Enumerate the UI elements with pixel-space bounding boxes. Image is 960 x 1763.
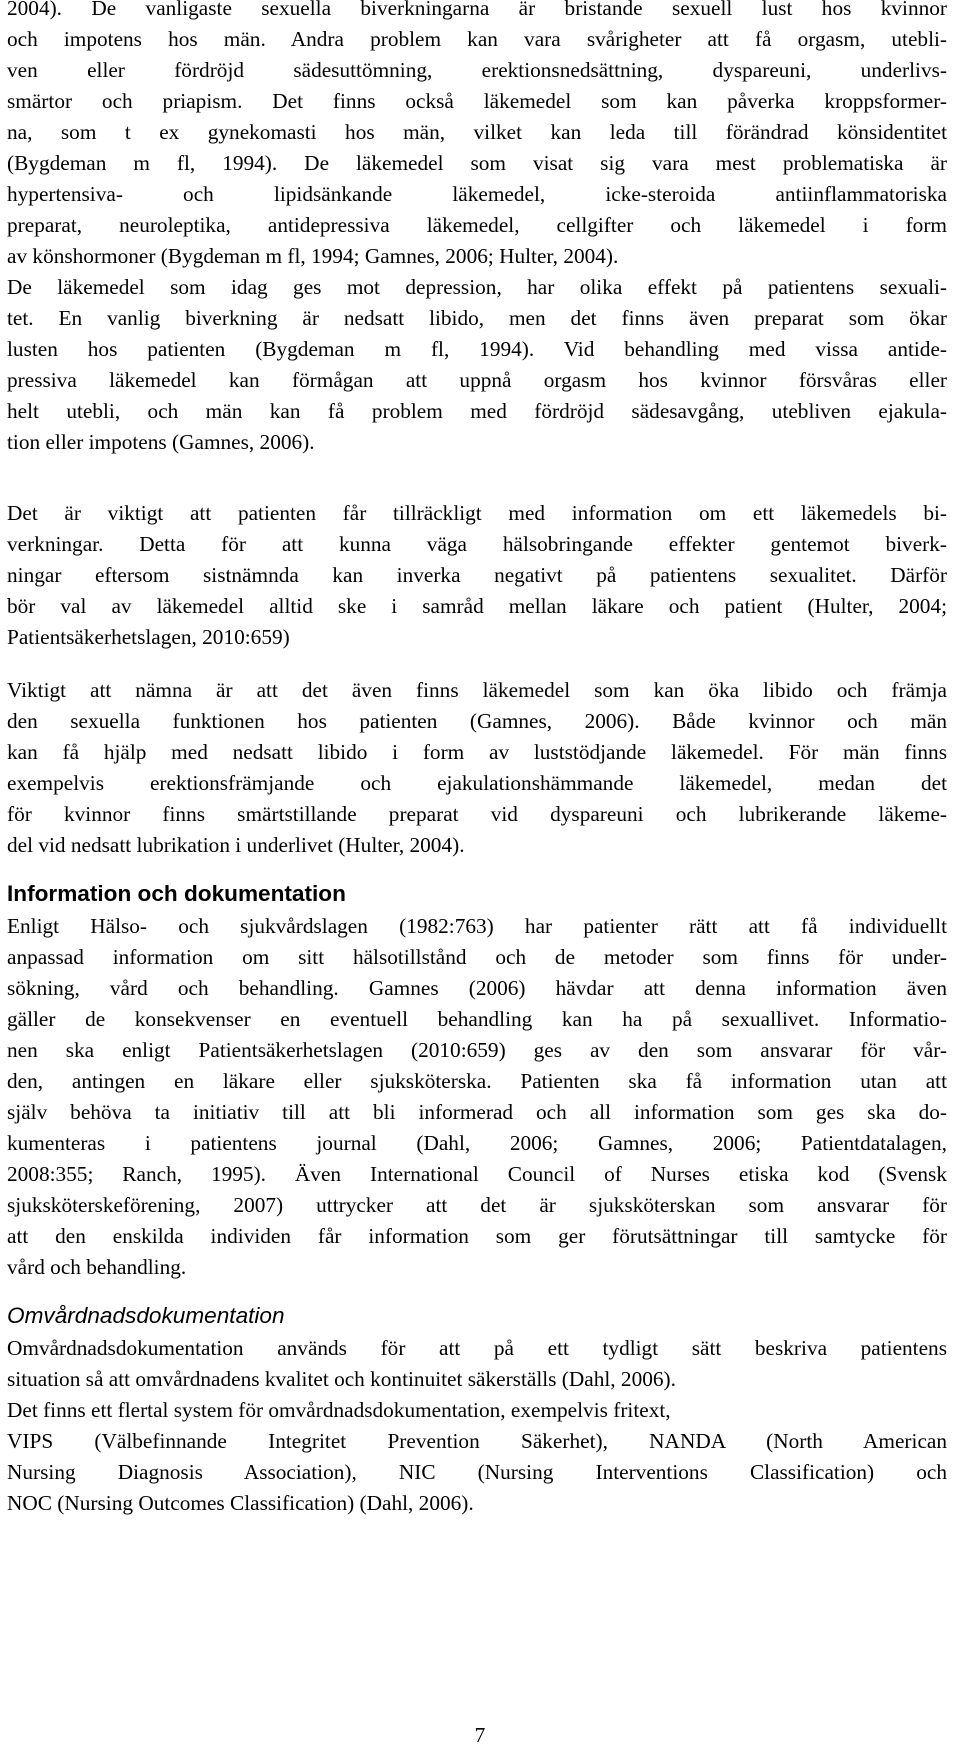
text-line: tet. En vanlig biverkning är nedsatt libido, men det finns även preparat som ökar (7, 306, 947, 330)
text-line: och impotens hos män. Andra problem kan vara svårigheter att få orgasm, utebli- (7, 27, 947, 51)
paragraph-information (7, 911, 947, 1283)
text-line: den, antingen en läkare eller sjuksköterska. Patienten ska få information utan att (7, 1069, 947, 1093)
text-line: hypertensiva- och lipidsänkande läkemedel, icke-steroida antiinflammatoriska (7, 182, 947, 206)
text-line: kumenteras i patientens journal (Dahl, 2006; Gamnes, 2006; Patientdatalagen, (7, 1131, 947, 1155)
section-heading-information: Information och dokumentation (7, 881, 346, 906)
text-line: tion eller impotens (Gamnes, 2006). (7, 430, 315, 454)
text-line: att den enskilda individen får information som ger förutsättningar till samtycke för (7, 1224, 947, 1248)
text-line: (Bygdeman m fl, 1994). De läkemedel som visat sig vara mest problematiska är (7, 151, 947, 175)
text-line: situation så att omvårdnadens kvalitet och kontinuitet säkerställs (Dahl, 2006). (7, 1367, 676, 1391)
page-number: 7 (474, 1723, 486, 1747)
text-line: del vid nedsatt lubrikation i underlivet (Hulter, 2004). (7, 833, 465, 857)
paragraph-patient-information (7, 498, 947, 653)
text-line: den sexuella funktionen hos patienten (Gamnes, 2006). Både kvinnor och män (7, 709, 947, 733)
text-line: Nursing Diagnosis Association), NIC (Nursing Interventions Classification) och (7, 1460, 947, 1484)
text-line: 2008:355; Ranch, 1995). Även International Council of Nurses etiska kod (Svensk (7, 1162, 947, 1186)
text-line: ningar eftersom sistnämnda kan inverka negativt på patientens sexualitet. Därför (7, 563, 947, 587)
text-line: verkningar. Detta för att kunna väga hälsobringande effekter gentemot biverk- (7, 532, 947, 556)
text-line: NOC (Nursing Outcomes Classification) (Dahl, 2006). (7, 1491, 474, 1515)
text-line: VIPS (Välbefinnande Integritet Prevention Säkerhet), NANDA (North American (7, 1429, 947, 1453)
text-line: anpassad information om sitt hälsotillstånd och de metoder som finns för under- (7, 945, 947, 969)
text-line: kan få hjälp med nedsatt libido i form av luststödjande läkemedel. För män finns (7, 740, 947, 764)
text-line: sjuksköterskeförening, 2007) uttrycker att det är sjuksköterskan som ansvarar för (7, 1193, 947, 1217)
text-line: na, som t ex gynekomasti hos män, vilket kan leda till förändrad könsidentitet (7, 120, 947, 144)
text-line: pressiva läkemedel kan förmågan att uppnå orgasm hos kvinnor försvåras eller (7, 368, 947, 392)
text-line: helt utebli, och män kan få problem med fördröjd sädesavgång, utebliven ejakula- (7, 399, 947, 423)
paragraph-side-effects (7, 0, 947, 272)
text-line: av könshormoner (Bygdeman m fl, 1994; Gamnes, 2006; Hulter, 2004). (7, 244, 619, 268)
text-line: exempelvis erektionsfrämjande och ejakulationshämmande läkemedel, medan det (7, 771, 947, 795)
section-heading-omvardnad: Omvårdnadsdokumentation (7, 1303, 285, 1328)
text-line: Enligt Hälso- och sjukvårdslagen (1982:763) har patienter rätt att få individuellt (7, 914, 947, 938)
text-line: preparat, neuroleptika, antidepressiva läkemedel, cellgifter och läkemedel i form (7, 213, 947, 237)
text-line: nen ska enligt Patientsäkerhetslagen (2010:659) ges av den som ansvarar för vår- (7, 1038, 947, 1062)
text-line: smärtor och priapism. Det finns också läkemedel som kan påverka kroppsformer- (7, 89, 947, 113)
text-line: Omvårdnadsdokumentation används för att på ett tydligt sätt beskriva patientens (7, 1336, 947, 1360)
text-line: De läkemedel som idag ges mot depression, har olika effekt på patientens sexuali- (7, 275, 947, 299)
text-line: vård och behandling. (7, 1255, 187, 1279)
text-line: Viktigt att nämna är att det även finns läkemedel som kan öka libido och främja (7, 678, 947, 702)
text-line: gäller de konsekvenser en eventuell behandling kan ha på sexuallivet. Informatio- (7, 1007, 947, 1031)
text-line: lusten hos patienten (Bygdeman m fl, 1994). Vid behandling med vissa antide- (7, 337, 947, 361)
text-line: själv behöva ta initiativ till att bli informerad och all information som ges ska do- (7, 1100, 947, 1124)
paragraph-depression (7, 272, 947, 458)
paragraph-libido-medication (7, 675, 947, 861)
text-line: Det finns ett flertal system för omvårdnadsdokumentation, exempelvis fritext, (7, 1398, 671, 1422)
text-line: bör val av läkemedel alltid ske i samråd mellan läkare och patient (Hulter, 2004; (7, 594, 947, 618)
text-line: Det är viktigt att patienten får tillräckligt med information om ett läkemedels bi- (7, 501, 947, 525)
text-line: för kvinnor finns smärtstillande preparat vid dyspareuni och lubrikerande läkeme- (7, 802, 947, 826)
text-line: ven eller fördröjd sädesuttömning, erektionsnedsättning, dyspareuni, underlivs- (7, 58, 947, 82)
text-line: sökning, vård och behandling. Gamnes (2006) hävdar att denna information även (7, 976, 947, 1000)
text-line: 2004). De vanligaste sexuella biverkningarna är bristande sexuell lust hos kvinnor (7, 0, 947, 20)
paragraph-omvardnad (7, 1333, 947, 1519)
text-line: Patientsäkerhetslagen, 2010:659) (7, 625, 290, 649)
